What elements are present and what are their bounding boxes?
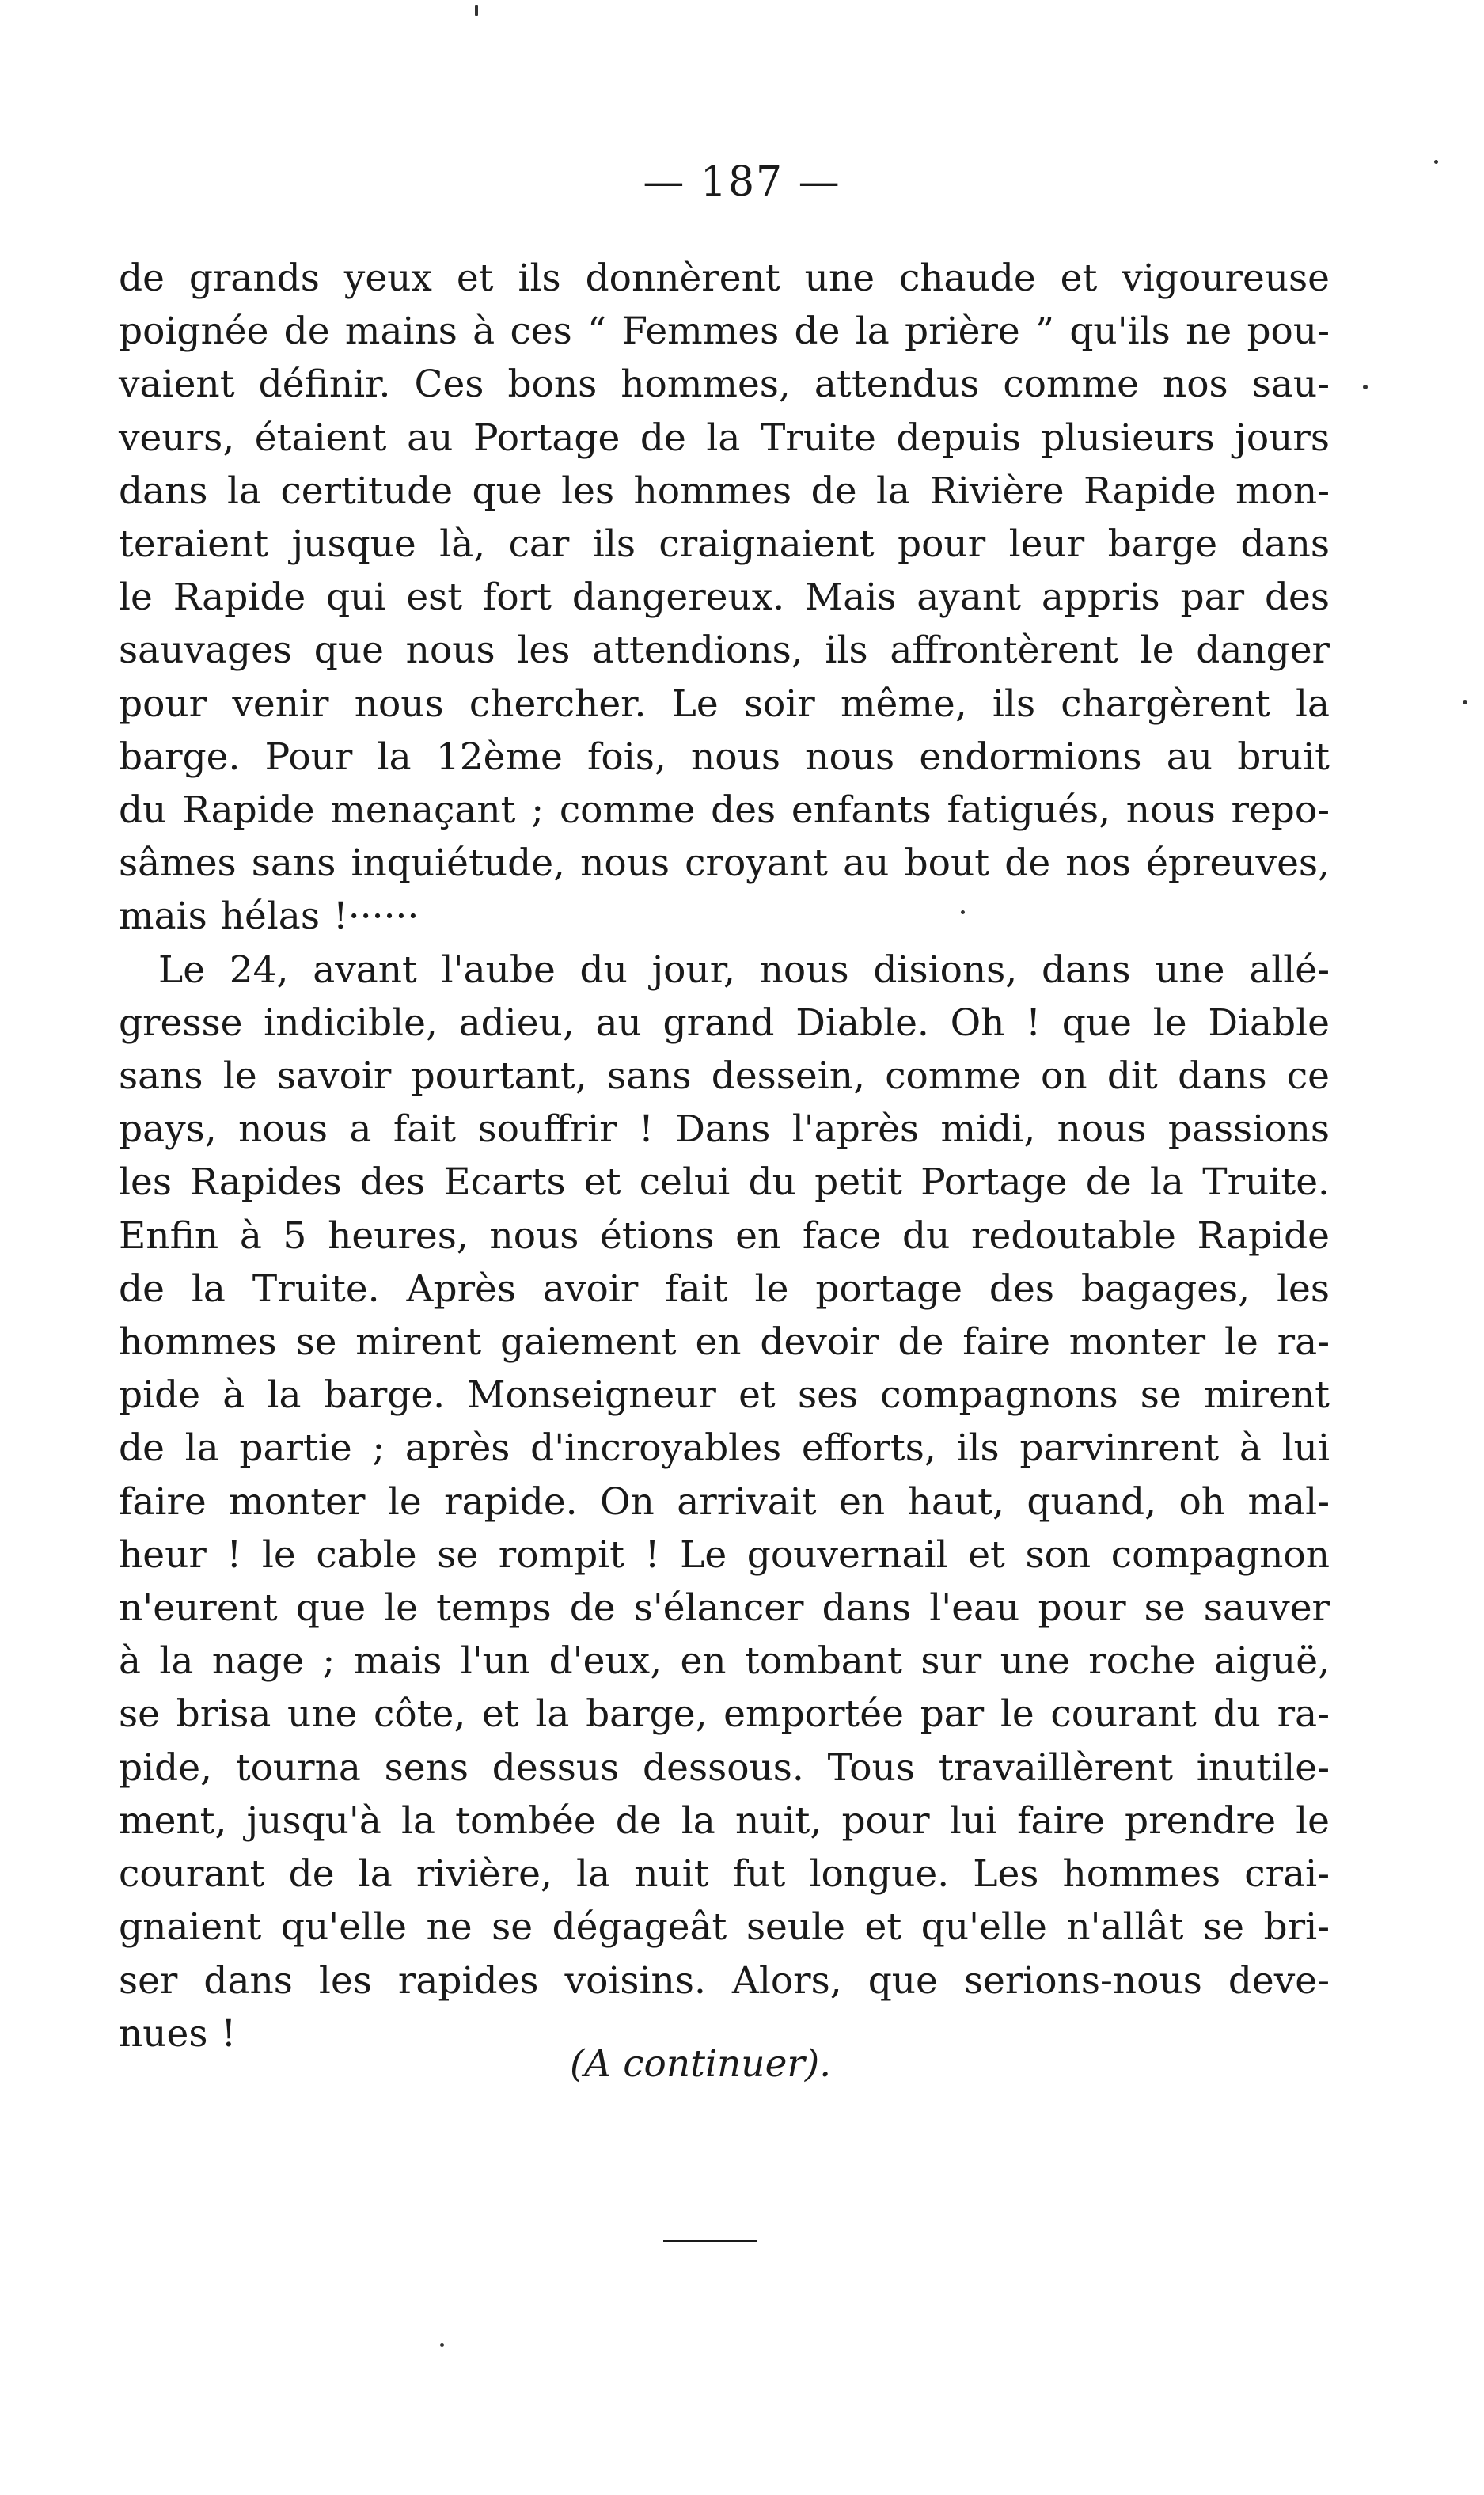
text-line: ment, jusqu'à la tombée de la nuit, pour lui faire prendre le (119, 1798, 1330, 1843)
text-line: se brisa une côte, et la barge, emportée par le courant du ra- (119, 1692, 1330, 1737)
scan-speck (475, 5, 478, 16)
text-line: le Rapide qui est fort dangereux. Mais ayant appris par des (119, 575, 1330, 620)
scan-speck (1463, 700, 1467, 704)
text-line: faire monter le rapide. On arrivait en haut, quand, oh mal- (119, 1479, 1330, 1524)
scan-speck (1434, 160, 1438, 164)
text-line: pide, tourna sens dessus dessous. Tous travaillèrent inutile- (119, 1745, 1330, 1790)
text-line: du Rapide menaçant ; comme des enfants fatigués, nous repo- (119, 788, 1330, 833)
continuation-note: (A continuer). (570, 2042, 832, 2086)
text-line: Enfin à 5 heures, nous étions en face du redoutable Rapide (119, 1213, 1330, 1258)
text-line: courant de la rivière, la nuit fut longue. Les hommes crai- (119, 1852, 1330, 1897)
text-line: sans le savoir pourtant, sans dessein, comme on dit dans ce (119, 1054, 1330, 1099)
text-line: ser dans les rapides voisins. Alors, que serions-nous deve- (119, 1958, 1330, 2003)
text-line: les Rapides des Ecarts et celui du petit Portage de la Truite. (119, 1160, 1330, 1205)
closing-rule (663, 2240, 757, 2242)
scan-speck (440, 2343, 444, 2347)
text-line: mais hélas !······ (119, 894, 419, 939)
text-line: hommes se mirent gaiement en devoir de faire monter le ra- (119, 1320, 1330, 1365)
text-line: sâmes sans inquiétude, nous croyant au bout de nos épreuves, (119, 841, 1330, 886)
text-line: heur ! le cable se rompit ! Le gouvernail et son compagnon (119, 1532, 1330, 1577)
text-line: vaient définir. Ces bons hommes, attendus comme nos sau- (119, 363, 1330, 407)
text-line: pide à la barge. Monseigneur et ses compagnons se mirent (119, 1373, 1330, 1418)
text-line: veurs, étaient au Portage de la Truite depuis plusieurs jours (119, 416, 1330, 460)
text-line: gnaient qu'elle ne se dégageât seule et qu'elle n'allât se bri- (119, 1905, 1330, 1950)
page-number: — 187 — (643, 158, 841, 206)
text-line: de la partie ; après d'incroyables efforts, ils parvinrent à lui (119, 1426, 1330, 1471)
text-line: de grands yeux et ils donnèrent une chaude et vigoureuse (119, 256, 1330, 300)
body-text (119, 252, 1330, 2060)
text-line: pays, nous a fait souffrir ! Dans l'après midi, nous passions (119, 1107, 1330, 1152)
text-line: nues ! (119, 2011, 237, 2056)
text-line: teraient jusque là, car ils craignaient pour leur barge dans (119, 522, 1330, 567)
text-line: sauvages que nous les attendions, ils affrontèrent le danger (119, 628, 1330, 673)
scan-speck (1363, 385, 1368, 389)
text-line: dans la certitude que les hommes de la Rivière Rapide mon- (119, 469, 1330, 513)
text-line: poignée de mains à ces “ Femmes de la prière ” qu'ils ne pou- (119, 310, 1330, 354)
text-line: à la nage ; mais l'un d'eux, en tombant sur une roche aiguë, (119, 1639, 1330, 1684)
text-line: Le 24, avant l'aube du jour, nous disions, dans une allé- (158, 947, 1330, 992)
text-line: barge. Pour la 12ème fois, nous nous endormions au bruit (119, 735, 1330, 779)
text-line: pour venir nous chercher. Le soir même, ils chargèrent la (119, 682, 1330, 726)
text-line: n'eurent que le temps de s'élancer dans l'eau pour se sauver (119, 1586, 1330, 1631)
text-line: gresse indicible, adieu, au grand Diable. Oh ! que le Diable (119, 1001, 1330, 1045)
scan-speck (961, 910, 965, 914)
text-line: de la Truite. Après avoir fait le portage des bagages, les (119, 1266, 1330, 1311)
